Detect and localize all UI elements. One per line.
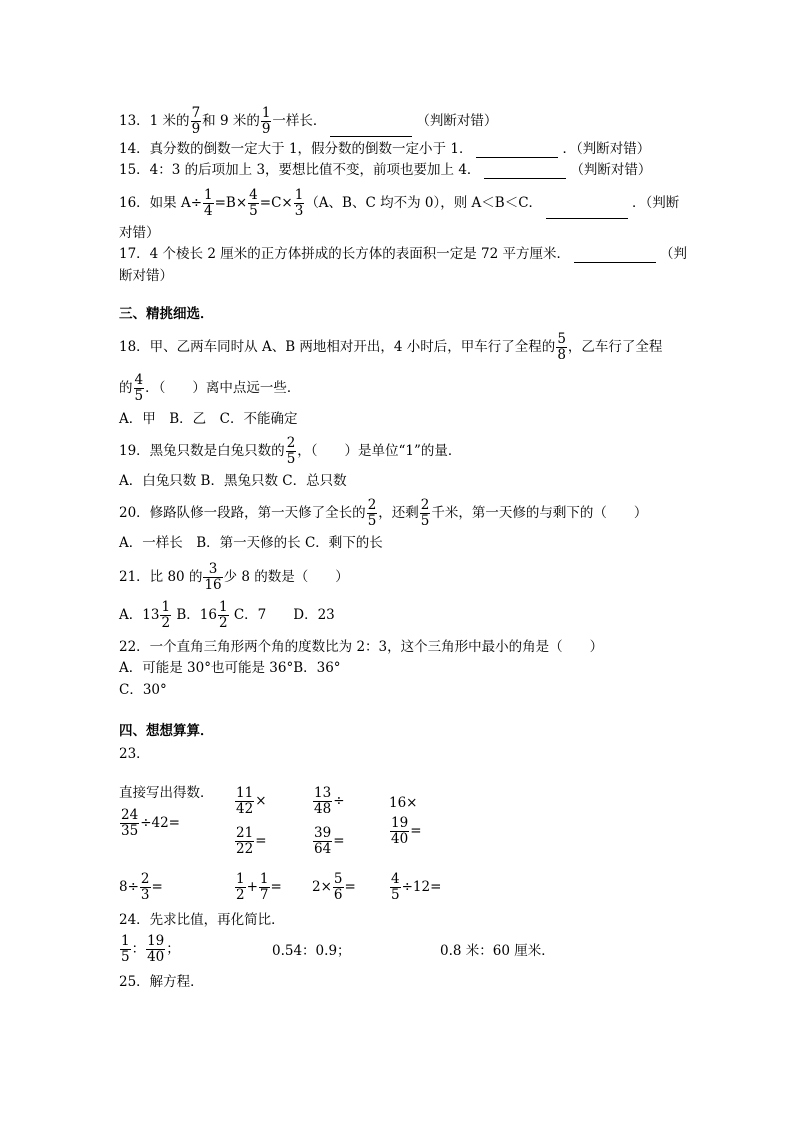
question-20-options[interactable]: A．一样长 B．第一天修的长 C．剩下的长 [119, 535, 383, 551]
question-16: 16．如果 A÷ $\frac{1}{4}$ =B× $\frac{4}{5}$ =C× $\frac{1}{3}$ （A、B、C 均不为 0），则 A＜B＜C． ．（判断 [119, 187, 680, 219]
ratio-b: 0.54：0.9； [272, 943, 351, 959]
question-18: 18．甲、乙两车同时从 A、B 两地相对开出，4 小时后，甲车行了全程的 $\frac{5}{8}$ ，乙车行了全程 [119, 331, 663, 363]
fraction: $\frac{1}{2}$ [236, 871, 245, 903]
calc-1: $\frac{24}{35}$ ÷42= [121, 807, 180, 839]
question-21-options[interactable]: A．13 $\frac{1}{2}$ B．16 $\frac{1}{2}$ C．7 D．23 [119, 599, 335, 631]
calc-2-top: $\frac{11}{42}$ × [236, 785, 267, 817]
question-18-line2: 的 $\frac{4}{5}$ ．（ ）离中点远一些． [119, 372, 301, 404]
fraction: $\frac{1}{7}$ [259, 871, 269, 903]
question-18-options[interactable]: A．甲 B．乙 C．不能确定 [119, 411, 298, 427]
fraction: $\frac{1}{3}$ [294, 187, 304, 219]
calc-4-bottom: $\frac{19}{40}$ = [391, 815, 422, 847]
fraction: $\frac{7}{9}$ [191, 105, 201, 137]
fraction: $\frac{3}{16}$ [204, 561, 222, 593]
calc-6: $\frac{1}{2}$ + $\frac{1}{7}$ = [236, 871, 282, 903]
fraction: $\frac{4}{5}$ [391, 871, 400, 903]
answer-blank[interactable] [330, 122, 412, 137]
calc-5: 8÷ $\frac{2}{3}$ = [119, 871, 163, 903]
question-24: 24．先求比值，再化简比． [119, 912, 285, 928]
question-13: 13．1 米的 $\frac{7}{9}$ 和 9 米的 $\frac{1}{9}$ 一样长． （判断对错） [119, 105, 498, 137]
answer-blank[interactable] [546, 204, 628, 219]
question-19-options[interactable]: A．白兔只数 B．黑兔只数 C．总只数 [119, 473, 347, 489]
question-21: 21．比 80 的 $\frac{3}{16}$ 少 8 的数是（ ） [119, 561, 349, 593]
question-23-intro: 直接写出得数． [119, 785, 214, 801]
calc-4-top: 16× [389, 795, 418, 811]
fraction: $\frac{13}{48}$ [314, 785, 332, 817]
question-22-option-2[interactable]: C．30° [119, 682, 167, 698]
calc-2-bottom: $\frac{21}{22}$ = [236, 825, 267, 857]
question-19: 19．黑兔只数是白兔只数的 $\frac{2}{5}$ ，（ ）是单位“1”的量． [119, 435, 462, 467]
calc-3-top: $\frac{13}{48}$ ÷ [314, 785, 345, 817]
section-3-title: 三、精挑细选． [119, 306, 214, 322]
fraction: $\frac{5}{6}$ [333, 871, 343, 903]
question-20: 20．修路队修一段路，第一天修了全长的 $\frac{2}{5}$ ，还剩 $\frac{2}{5}$ 千米，第一天修的与剩下的（ ） [119, 497, 648, 529]
question-17-cont: 断对错） [119, 268, 173, 284]
fraction: $\frac{21}{22}$ [236, 825, 254, 857]
fraction: $\frac{2}{5}$ [367, 497, 377, 529]
question-22-option-1[interactable]: A．可能是 30°也可能是 36°B．36° [119, 660, 341, 676]
ratio-c: 0.8 米：60 厘米． [440, 943, 555, 959]
fraction: $\frac{19}{40}$ [147, 933, 165, 965]
fraction: $\frac{2}{5}$ [420, 497, 430, 529]
answer-blank[interactable] [476, 143, 558, 158]
question-22: 22．一个直角三角形两个角的度数比为 2：3，这个三角形中最小的角是（ ） [119, 639, 604, 655]
calc-3-bottom: $\frac{39}{64}$ = [314, 825, 345, 857]
fraction: $\frac{2}{5}$ [286, 435, 296, 467]
fraction: $\frac{1}{9}$ [261, 105, 271, 137]
fraction: $\frac{5}{8}$ [557, 331, 566, 363]
fraction: $\frac{4}{5}$ [249, 187, 258, 219]
calc-8: $\frac{4}{5}$ ÷12= [391, 871, 442, 903]
question-15: 15．4：3 的后项加上 3，要想比值不变，前项也要加上 4． （判断对错） [119, 162, 652, 178]
fraction: $\frac{39}{64}$ [314, 825, 332, 857]
question-23-number: 23． [119, 746, 150, 762]
fraction: $\frac{2}{3}$ [140, 871, 150, 903]
fraction: $\frac{19}{40}$ [391, 815, 409, 847]
question-17: 17．4 个棱长 2 厘米的正方体拼成的长方体的表面积一定是 72 平方厘米． （判 [119, 246, 687, 262]
question-16-cont: 对错） [119, 225, 160, 241]
calc-7: 2× $\frac{5}{6}$ = [312, 871, 356, 903]
fraction: $\frac{11}{42}$ [236, 785, 254, 817]
fraction: $\frac{1}{2}$ [161, 599, 171, 631]
fraction: $\frac{1}{2}$ [218, 599, 228, 631]
fraction: $\frac{24}{35}$ [121, 807, 139, 839]
ratio-a: $\frac{1}{5}$ ： $\frac{19}{40}$ ； [121, 933, 180, 965]
question-25: 25．解方程． [119, 974, 204, 990]
question-14: 14．真分数的倒数一定大于 1，假分数的倒数一定小于 1． ．（判断对错） [119, 141, 651, 157]
fraction: $\frac{1}{4}$ [204, 187, 213, 219]
fraction: $\frac{1}{5}$ [121, 933, 130, 965]
answer-blank[interactable] [574, 248, 656, 263]
section-4-title: 四、想想算算． [119, 723, 214, 739]
fraction: $\frac{4}{5}$ [134, 372, 144, 404]
answer-blank[interactable] [484, 164, 566, 179]
